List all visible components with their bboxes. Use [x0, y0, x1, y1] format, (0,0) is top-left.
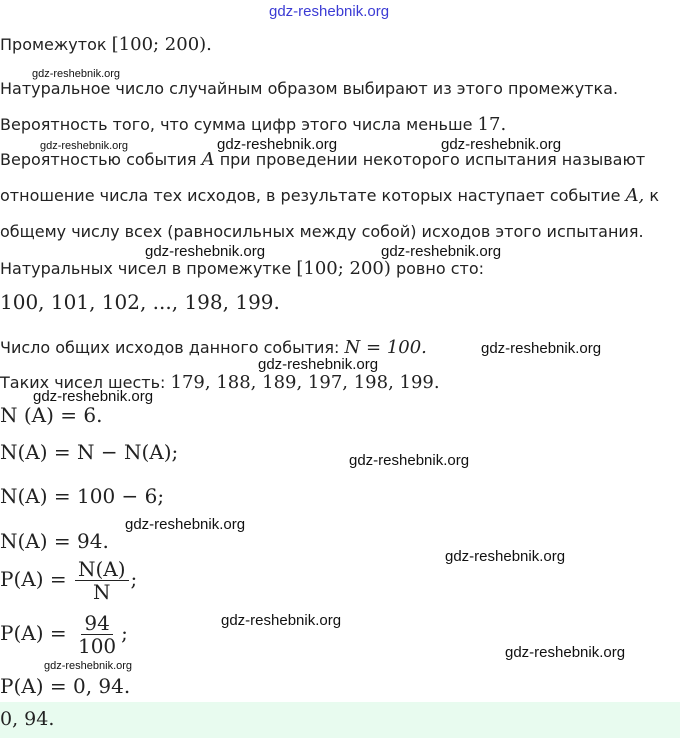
count-text: Натуральных чисел в промежутке	[0, 259, 292, 278]
eq5-end: ;	[130, 567, 138, 591]
eq5-left: P(A) =	[0, 567, 67, 591]
equation-2: N(A) = N − N(A);	[0, 440, 179, 464]
definition-line-2	[0, 185, 659, 206]
event-symbol: A	[201, 149, 215, 170]
watermark: gdz-reshebnik.org	[44, 660, 133, 672]
definition-line-1	[0, 149, 645, 170]
watermark: gdz-reshebnik.org	[381, 243, 502, 260]
probability-question	[0, 114, 506, 135]
equation-7: P(A) = 0, 94.	[0, 674, 131, 698]
watermark: gdz-reshebnik.org	[40, 140, 129, 152]
watermark: gdz-reshebnik.org	[481, 340, 602, 357]
equation-5	[0, 558, 137, 603]
question-text: Вероятность того, что сумма цифр этого числа меньше	[0, 115, 473, 134]
watermark: gdz-reshebnik.org	[32, 68, 121, 80]
equation-4: N(A) = 94.	[0, 529, 109, 553]
definition-text: Вероятностью события	[0, 150, 197, 169]
watermark-top: gdz-reshebnik.org	[269, 3, 390, 20]
watermark: gdz-reshebnik.org	[221, 612, 342, 629]
answer-value: 0, 94.	[0, 708, 55, 730]
total-outcomes-line	[0, 337, 427, 358]
eq6-end: ;	[121, 621, 128, 645]
watermark: gdz-reshebnik.org	[349, 452, 470, 469]
equation-1: N (A) = 6.	[0, 403, 103, 427]
count-line	[0, 258, 484, 279]
watermark: gdz-reshebnik.org	[125, 516, 246, 533]
watermark: gdz-reshebnik.org	[145, 243, 266, 260]
interval-line	[0, 34, 212, 55]
count-text: ровно сто:	[395, 259, 484, 278]
watermark: gdz-reshebnik.org	[33, 388, 154, 405]
definition-text: отношение числа тех исходов, в результате которых наступает событие	[0, 186, 621, 205]
total-text: Число общих исходов данного события:	[0, 338, 340, 357]
answer-box	[0, 702, 680, 738]
interval-label: Промежуток	[0, 35, 107, 54]
watermark: gdz-reshebnik.org	[441, 136, 562, 153]
equation-3: N(A) = 100 − 6;	[0, 484, 165, 508]
fraction-denominator: 100	[77, 634, 117, 658]
watermark: gdz-reshebnik.org	[217, 136, 338, 153]
count-math: [100; 200)	[296, 258, 391, 279]
definition-text: при проведении некоторого испытания называют	[219, 150, 646, 169]
numbers-list: 100, 101, 102, ..., 198, 199.	[0, 290, 280, 314]
fraction	[75, 558, 129, 603]
watermark: gdz-reshebnik.org	[258, 356, 379, 373]
eq6-left: P(A) =	[0, 621, 67, 645]
fraction	[75, 612, 119, 657]
fraction-numerator: 94	[81, 612, 112, 635]
interval-math: [100; 200).	[111, 34, 212, 55]
watermark: gdz-reshebnik.org	[505, 644, 626, 661]
total-math: N = 100.	[344, 337, 427, 358]
question-math: 17.	[477, 114, 507, 135]
definition-line-3: общему числу всех (равносильных между собой) исходов этого испытания.	[0, 222, 644, 241]
fraction-denominator: N	[93, 580, 111, 604]
event-symbol: A,	[625, 185, 645, 206]
six-text: Таких чисел шесть:	[0, 373, 166, 392]
six-numbers-line	[0, 372, 440, 393]
equation-6	[0, 612, 128, 657]
fraction-numerator: N(A)	[75, 558, 129, 581]
six-math: 179, 188, 189, 197, 198, 199.	[170, 372, 440, 393]
watermark: gdz-reshebnik.org	[445, 548, 566, 565]
definition-text: к	[649, 186, 660, 205]
condition-line: Натуральное число случайным образом выбирают из этого промежутка.	[0, 79, 619, 98]
